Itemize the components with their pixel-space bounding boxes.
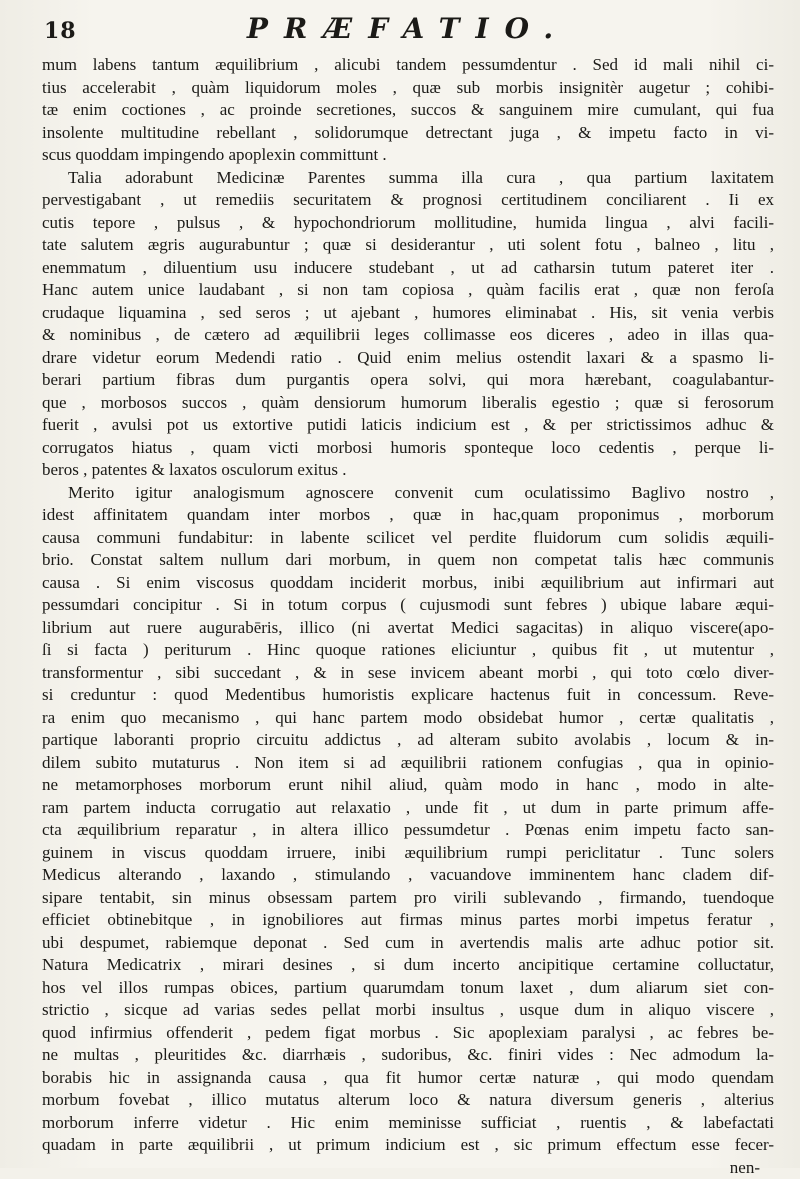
text-line: Talia adorabunt Medicinæ Parentes summa illa cura , qua partium laxitatem	[68, 167, 774, 187]
text-line: cta æquilibrium reparatur , in altera illico pessumdetur . Pœnas enim impetu facto san-	[42, 820, 774, 839]
page-header	[42, 6, 774, 52]
text-line: causa . Si enim viscosus quoddam inciderit morbus, inibi æquilibrium aut infirmari aut	[42, 572, 774, 592]
body-text	[42, 54, 774, 1157]
text-line: Medicus alterando , laxando , stimulando , vacuandove imminentem hanc cladem dif-	[42, 865, 774, 884]
text-line: transformentur , sibi succedant , & in sese invicem abeant morbi , qui toto cœlo diver-	[42, 662, 774, 682]
text-line: hos vel illos rumpas obices, partium quarumdam tonum laxet , dum aliarum siet con-	[42, 977, 774, 997]
text-line: causa communi fundabitur: in labente scilicet vel perdite fluidorum cum solidis æquili-	[42, 527, 774, 547]
catchword: nen-	[729, 1157, 760, 1177]
text-line: & nominibus , de cætero ad æquilibrii leges collimasse eos diceres , adeo in illas qua-	[42, 325, 774, 344]
text-line: ra enim quo mecanismo , qui hanc partem modo obsidebat humor , certæ qualitatis ,	[42, 707, 774, 727]
text-line: morborum inferre videtur . Hic enim meminisse sufficiat , ruentis , & labefactati	[42, 1112, 774, 1132]
text-line: drare videtur eorum Medendi ratio . Quid enim melius ostendit laxari & a spasmo li-	[42, 347, 774, 367]
text-line: tæ enim coctiones , ac proinde secretiones, succos & sanguinem mire cumulant, qui fua	[42, 100, 774, 119]
text-line: corrugatos hiatus , quam victi morbosi humoris sponteque loco cedentis , perque li-	[42, 437, 774, 457]
text-line: berari partium fibras dum purgantis opera solvi, qui mora hærebant, coagulabantur-	[42, 370, 774, 389]
text-line: guinem in viscus quoddam irruere, inibi æquilibrium rumpi periclitatur . Tunc solers	[42, 842, 774, 862]
text-line: morbum fovebat , illico mutatus alterum loco & natura diversum generis , alterius	[42, 1090, 774, 1109]
page-number: 18	[44, 18, 77, 44]
text-line: Natura Medicatrix , mirari desines , si dum incerto ancipitique certamine colluctatur,	[42, 955, 774, 974]
text-line: brio. Constat saltem nullum dari morbum, in quem non competat talis hæc communis	[42, 550, 774, 569]
text-line: idest affinitatem quandam inter morbos , quæ in hac,quam proponimus , morborum	[42, 505, 774, 524]
text-line: ram partem inducta corrugatio aut relaxatio , unde fit , ut dum in parte primum affe-	[42, 797, 774, 817]
text-line: dilem subito mutaturus . Non item si ad æquilibrii rationem confugias , qua in opinio-	[42, 752, 774, 772]
text-line: borabis hic in assignanda causa , qua fit humor certæ naturæ , qui modo quendam	[42, 1067, 774, 1087]
text-line: pessumdari concipitur . Si in totum corpus ( cujusmodi sunt febres ) ubique labare æqui-	[42, 595, 774, 614]
text-line: strictio , sicque ad varias sedes pellat morbi insultus , usque dum in aliquo viscere ,	[42, 1000, 774, 1019]
text-line: quod infirmius offenderit , pedem figat morbus . Sic apoplexiam paralysi , ac febres be-	[42, 1022, 774, 1042]
text-line: partique laboranti proprio circuitu addictus , ad alteram subito avolabis , locum & in-	[42, 730, 774, 749]
text-line: tate salutem ægris augurabuntur ; quæ si desiderantur , uti solent fotu , balneo , litu ,	[42, 235, 774, 254]
text-line: insolente multitudine rebellant , solidorumque detrectant juga , & impetu facto in vi-	[42, 122, 774, 142]
text-line: Hanc autem unice laudabant , si non tam copiosa , quàm facilis erat , quæ non feroſa	[42, 280, 774, 299]
text-line: scus quoddam impingendo apoplexin committunt .	[42, 145, 387, 164]
text-line: pervestigabant , ut remediis securitatem & prognosi certitudinem conciliarent . Ii ex	[42, 190, 774, 209]
text-line: quadam in parte æquilibrii , ut primum indicium est , sic primum effectum esse fecer-	[42, 1135, 774, 1154]
running-title: PRÆFATIO.	[246, 12, 570, 45]
text-line: Merito igitur analogismum agnoscere convenit cum oculatissimo Baglivo nostro ,	[68, 482, 774, 502]
text-line: ne metamorphoses morborum erunt nihil aliud, quàm modo in hanc , modo in alte-	[42, 775, 774, 794]
text-line: ſi si facta ) periturum . Hinc quoque rationes eliciuntur , quibus fit , ut mutentur ,	[42, 640, 774, 659]
text-line: librium aut ruere augurabēris, illico (ni avertat Medici sagacitas) in aliquo viscere(apo-	[42, 617, 774, 637]
text-line: si creduntur : quod Medentibus humoristis explicare hactenus fuit in concessum. Reve-	[42, 685, 774, 704]
text-line: ne multas , pleuritides &c. diarrhæis , sudoribus, &c. finiri vides : Nec admodum la-	[42, 1045, 774, 1064]
text-line: fuerit , avulsi pot us extortive putidi laticis indicium est , & per strictissimos adhuc &	[42, 415, 774, 434]
text-line: tius accelerabit , quàm liquidorum moles , quæ sub morbis insignitèr augetur ; cohibi-	[42, 77, 774, 97]
text-line: ubi despumet, rabiemque deponat . Sed cum in avertendis malis arte adhuc potior sit.	[42, 932, 774, 952]
text-line: que , morbosos succos , quàm densiorum humorum liberalis egestio ; quæ si ferosorum	[42, 392, 774, 412]
text-line: enemmatum , diluentium usu inducere studebant , ut ad catharsin tutum pateret iter .	[42, 257, 774, 277]
text-line: beros , patentes & laxatos osculorum exitus .	[42, 460, 347, 479]
text-line: crudaque liquamina , sed seros ; ut ajebant , humores eliminabat . His, sit venia verbis	[42, 302, 774, 322]
text-line: sipare tentabit, sin minus obsessam partem pro virili sublevando , firmando, tuendoque	[42, 887, 774, 907]
text-line: cutis tepore , pulsus , & hypochondriorum mollitudine, humida lingua , alvi facili-	[42, 212, 774, 232]
text-line: mum labens tantum æquilibrium , alicubi tandem pessumdentur . Sed id mali nihil ci-	[42, 55, 774, 74]
text-line: efficiet obtinebitque , in ignobiliores aut firmas minus partes morbi impetus feratur ,	[42, 910, 774, 929]
